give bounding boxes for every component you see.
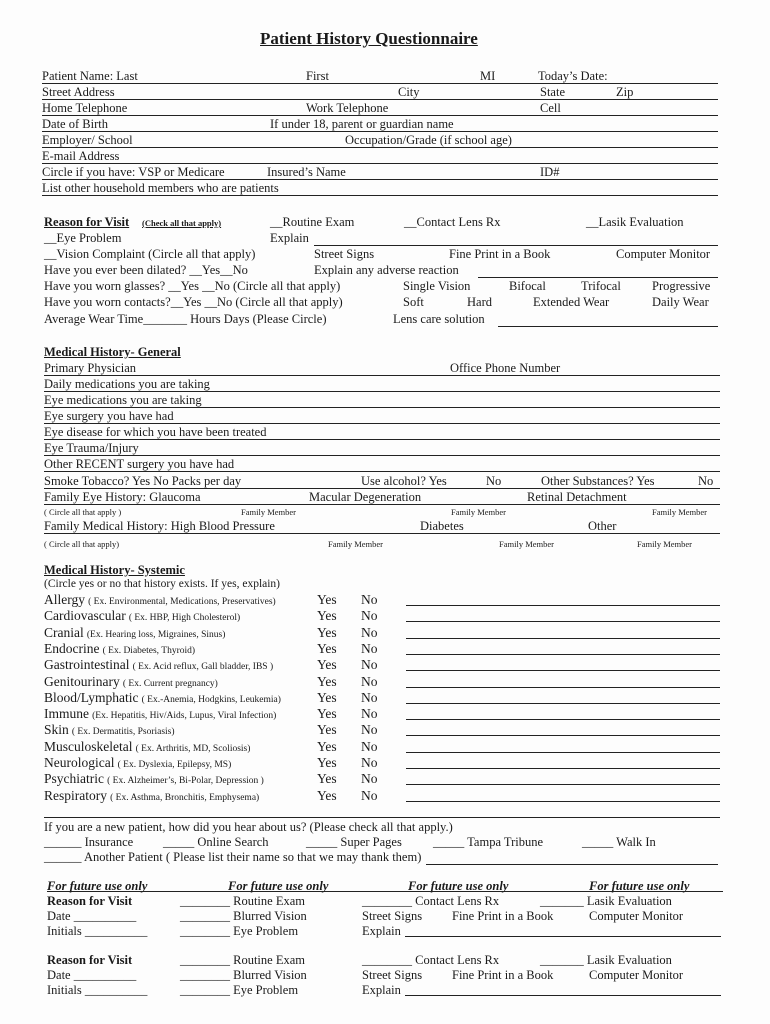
future-eye-problem-1[interactable]: Eye Problem: [233, 924, 299, 938]
eye-problem-option[interactable]: Eye Problem: [56, 231, 122, 245]
condition-no[interactable]: No: [361, 674, 378, 689]
eye-meds-label: Eye medications you are taking: [44, 393, 202, 407]
condition-name: Cranial: [44, 625, 84, 640]
physician-line[interactable]: [44, 375, 720, 376]
condition-explain-line[interactable]: [406, 752, 720, 753]
condition-name: Skin: [44, 722, 69, 737]
condition-no[interactable]: No: [361, 657, 378, 672]
future-lasik-1[interactable]: Lasik Evaluation: [586, 894, 672, 908]
insurance-option[interactable]: Insurance: [84, 835, 134, 849]
daily-meds-line[interactable]: [44, 391, 720, 392]
condition-name: Respiratory: [44, 788, 107, 803]
condition-yes[interactable]: Yes: [317, 674, 337, 689]
condition-explain-line[interactable]: [406, 605, 720, 606]
fine-print-option[interactable]: Fine Print in a Book: [449, 247, 551, 261]
future-lasik-2[interactable]: Lasik Evaluation: [586, 953, 672, 967]
condition-explain-line[interactable]: [406, 719, 720, 720]
circle-apply-note: ( Circle all that apply ): [44, 507, 122, 517]
family-eye-label: Family Eye History: Glaucoma: [44, 490, 201, 504]
contact-lens-option[interactable]: Contact Lens Rx: [416, 215, 501, 229]
daily-meds-label: Daily medications you are taking: [44, 377, 210, 391]
condition-no[interactable]: No: [361, 608, 378, 623]
another-patient-line[interactable]: [426, 864, 718, 865]
future-initials-2: Initials: [47, 983, 82, 997]
zip-label: Zip: [616, 85, 634, 99]
bifocal-option[interactable]: Bifocal: [509, 279, 546, 293]
vision-complaint-option[interactable]: Vision Complaint (Circle all that apply): [56, 247, 256, 261]
circle-apply-note-2: ( Circle all that apply): [44, 539, 120, 549]
state-label: State: [540, 85, 565, 99]
last-name-label: Patient Name: Last: [42, 69, 138, 83]
substances-question: Other Substances? Yes: [541, 474, 655, 488]
future-date-2: Date: [47, 968, 71, 982]
lens-care-label: Lens care solution: [393, 312, 485, 326]
future-routine-2[interactable]: Routine Exam: [233, 953, 305, 967]
condition-explain-line[interactable]: [406, 784, 720, 785]
lasik-option[interactable]: Lasik Evaluation: [598, 215, 684, 229]
medical-general-heading: Medical History- General: [44, 345, 181, 359]
street-signs-option[interactable]: Street Signs: [314, 247, 375, 261]
lens-care-line[interactable]: [498, 326, 718, 327]
condition-examples: ( Ex. Dyslexia, Epilepsy, MS): [117, 760, 232, 770]
macular-option[interactable]: Macular Degeneration: [309, 490, 422, 504]
future-explain-line-1[interactable]: [405, 936, 721, 937]
condition-no[interactable]: No: [361, 690, 378, 705]
todays-date-label: Today’s Date:: [538, 69, 608, 83]
future-routine-1[interactable]: Routine Exam: [233, 894, 305, 908]
condition-examples: ( Ex. Current pregnancy): [122, 679, 218, 689]
condition-examples: ( Ex. Arthritis, MD, Scoliosis): [135, 744, 251, 754]
condition-no[interactable]: No: [361, 722, 378, 737]
family-member-label-2: Family Member: [451, 507, 507, 517]
condition-explain-line[interactable]: [406, 638, 720, 639]
substances-no[interactable]: No: [698, 474, 714, 488]
alcohol-no[interactable]: No: [486, 474, 502, 488]
insurance-line[interactable]: [42, 179, 718, 180]
family-member-label-1: Family Member: [241, 507, 297, 517]
id-label: ID#: [540, 165, 560, 179]
eye-meds-line[interactable]: [44, 407, 720, 408]
condition-examples: ( Ex. Asthma, Bronchitis, Emphysema): [110, 793, 260, 803]
eye-surgery-label: Eye surgery you have had: [44, 409, 174, 423]
future-blurred-2[interactable]: Blurred Vision: [233, 968, 307, 982]
future-street-2[interactable]: Street Signs: [362, 968, 423, 982]
name-line[interactable]: [42, 83, 718, 84]
future-explain-line-2[interactable]: [405, 995, 721, 996]
future-explain-1: Explain: [362, 924, 401, 938]
dob-line[interactable]: [42, 131, 718, 132]
systemic-heading: Medical History- Systemic: [44, 563, 185, 577]
condition-name: Immune: [44, 706, 89, 721]
future-eye-problem-2[interactable]: Eye Problem: [233, 983, 299, 997]
family-member-label-4: Family Member: [328, 539, 384, 549]
condition-yes[interactable]: Yes: [317, 592, 337, 607]
condition-no[interactable]: No: [361, 739, 378, 754]
condition-no[interactable]: No: [361, 771, 378, 786]
reason-heading: Reason for Visit: [44, 215, 130, 229]
future-initials-1: Initials: [47, 924, 82, 938]
cell-label: Cell: [540, 101, 561, 115]
eye-surgery-line[interactable]: [44, 423, 720, 424]
guardian-label: If under 18, parent or guardian name: [270, 117, 454, 131]
future-street-1[interactable]: Street Signs: [362, 909, 423, 923]
single-vision-option[interactable]: Single Vision: [403, 279, 471, 293]
condition-explain-line[interactable]: [406, 687, 720, 688]
eye-disease-label: Eye disease for which you have been treated: [44, 425, 267, 439]
future-contact-2[interactable]: Contact Lens Rx: [415, 953, 500, 967]
condition-explain-line[interactable]: [406, 801, 720, 802]
adverse-label: Explain any adverse reaction: [314, 263, 459, 277]
explain-line[interactable]: [314, 245, 718, 246]
condition-examples: ( Ex. Acid reflux, Gall bladder, IBS ): [132, 662, 274, 672]
condition-name: Endocrine: [44, 641, 100, 656]
future-explain-2: Explain: [362, 983, 401, 997]
condition-name: Allergy: [44, 592, 85, 607]
condition-explain-line[interactable]: [406, 735, 720, 736]
smoke-question: Smoke Tobacco? Yes No Packs per day: [44, 474, 242, 488]
work-phone-label: Work Telephone: [306, 101, 389, 115]
household-line[interactable]: [42, 195, 718, 196]
page-title: Patient History Questionnaire: [260, 29, 478, 48]
physician-label: Primary Physician: [44, 361, 137, 375]
insurance-circle-label: Circle if you have: VSP or Medicare: [42, 165, 225, 179]
future-head-2: For future use only: [228, 879, 329, 893]
insured-name-label: Insured’s Name: [267, 165, 346, 179]
condition-name: Cardiovascular: [44, 608, 126, 623]
progressive-option[interactable]: Progressive: [652, 279, 711, 293]
future-date-1: Date: [47, 909, 71, 923]
family-member-label-3: Family Member: [652, 507, 708, 517]
extended-wear-option[interactable]: Extended Wear: [533, 295, 610, 309]
condition-explain-line[interactable]: [406, 654, 720, 655]
daily-wear-option[interactable]: Daily Wear: [652, 295, 709, 309]
another-patient-option[interactable]: Another Patient ( Please list their name so that we may thank them): [83, 850, 422, 864]
condition-examples: ( Ex.-Anemia, Hodgkins, Leukemia): [141, 695, 281, 705]
home-phone-label: Home Telephone: [42, 101, 128, 115]
future-contact-1[interactable]: Contact Lens Rx: [415, 894, 500, 908]
routine-exam-option[interactable]: Routine Exam: [282, 215, 355, 229]
condition-yes[interactable]: Yes: [317, 690, 337, 705]
condition-no[interactable]: No: [361, 641, 378, 656]
other-option[interactable]: Other: [588, 519, 617, 533]
condition-no[interactable]: No: [361, 788, 378, 803]
condition-yes[interactable]: Yes: [317, 771, 337, 786]
smoke-line[interactable]: [44, 488, 720, 489]
future-fine-1[interactable]: Fine Print in a Book: [452, 909, 554, 923]
adverse-line[interactable]: [478, 277, 718, 278]
condition-examples: (Ex. Hearing loss, Migraines, Sinus): [86, 630, 226, 640]
future-head-1: For future use only: [47, 879, 148, 893]
tampa-tribune-option[interactable]: Tampa Tribune: [467, 835, 544, 849]
family-medical-label: Family Medical History: High Blood Pressure: [44, 519, 275, 533]
condition-no[interactable]: No: [361, 625, 378, 640]
email-label: E-mail Address: [42, 149, 120, 163]
future-fine-2[interactable]: Fine Print in a Book: [452, 968, 554, 982]
condition-name: Gastrointestinal: [44, 657, 130, 672]
recent-surgery-label: Other RECENT surgery you have had: [44, 457, 235, 471]
future-blurred-1[interactable]: Blurred Vision: [233, 909, 307, 923]
online-search-option[interactable]: Online Search: [197, 835, 269, 849]
future-reason-1: Reason for Visit: [47, 894, 133, 908]
phone-line[interactable]: [42, 115, 718, 116]
condition-yes[interactable]: Yes: [317, 625, 337, 640]
email-line[interactable]: [42, 163, 718, 164]
condition-explain-line[interactable]: [406, 703, 720, 704]
future-head-4: For future use only: [589, 879, 690, 893]
family-eye-line[interactable]: [44, 504, 720, 505]
condition-examples: ( Ex. Environmental, Medications, Preservatives): [88, 597, 276, 607]
soft-option[interactable]: Soft: [403, 295, 424, 309]
computer-monitor-option[interactable]: Computer Monitor: [616, 247, 711, 261]
first-name-label: First: [306, 69, 329, 83]
condition-examples: (Ex. Hepatitis, Hiv/Aids, Lupus, Viral Infection): [92, 711, 277, 721]
referral-divider: [44, 817, 720, 818]
family-member-label-6: Family Member: [637, 539, 693, 549]
recent-surgery-line[interactable]: [44, 471, 720, 472]
systemic-instruction: (Circle yes or no that history exists. If yes, explain): [44, 578, 281, 590]
condition-yes[interactable]: Yes: [317, 641, 337, 656]
hard-option[interactable]: Hard: [467, 295, 492, 309]
city-label: City: [398, 85, 420, 99]
condition-examples: ( Ex. Dermatitis, Psoriasis): [71, 727, 175, 737]
dilated-question: Have you ever been dilated? __Yes__No: [44, 263, 248, 277]
wear-time-label: Average Wear Time_______ Hours Days (Please Circle): [44, 312, 327, 326]
employer-label: Employer/ School: [42, 133, 133, 147]
household-label: List other household members who are patients: [42, 181, 279, 195]
walk-in-option[interactable]: Walk In: [616, 835, 656, 849]
condition-yes[interactable]: Yes: [317, 657, 337, 672]
condition-yes[interactable]: Yes: [317, 608, 337, 623]
condition-explain-line[interactable]: [406, 768, 720, 769]
glasses-question: Have you worn glasses? __Yes __No (Circle all that apply): [44, 279, 341, 293]
condition-name: Blood/Lymphatic: [44, 690, 139, 705]
condition-yes[interactable]: Yes: [317, 722, 337, 737]
dob-label: Date of Birth: [42, 117, 108, 131]
mi-label: MI: [480, 69, 496, 83]
family-member-label-5: Family Member: [499, 539, 555, 549]
street-label: Street Address: [42, 85, 115, 99]
explain-label: Explain: [270, 231, 309, 245]
condition-yes[interactable]: Yes: [317, 706, 337, 721]
condition-name: Genitourinary: [44, 674, 120, 689]
occupation-label: Occupation/Grade (if school age): [345, 133, 512, 147]
condition-yes[interactable]: Yes: [317, 755, 337, 770]
condition-explain-line[interactable]: [406, 670, 720, 671]
condition-explain-line[interactable]: [406, 621, 720, 622]
office-phone-label: Office Phone Number: [450, 361, 561, 375]
future-head-3: For future use only: [408, 879, 509, 893]
eye-trauma-label: Eye Trauma/Injury: [44, 441, 139, 455]
retinal-option[interactable]: Retinal Detachment: [527, 490, 627, 504]
employer-line[interactable]: [42, 147, 718, 148]
contacts-question: Have you worn contacts?__Yes __No (Circle all that apply): [44, 295, 343, 309]
trifocal-option[interactable]: Trifocal: [581, 279, 621, 293]
eye-trauma-line[interactable]: [44, 455, 720, 456]
condition-yes[interactable]: Yes: [317, 788, 337, 803]
address-line[interactable]: [42, 99, 718, 100]
diabetes-option[interactable]: Diabetes: [420, 519, 464, 533]
condition-no[interactable]: No: [361, 755, 378, 770]
super-pages-option[interactable]: Super Pages: [340, 835, 402, 849]
condition-yes[interactable]: Yes: [317, 739, 337, 754]
condition-examples: ( Ex. Alzheimer’s, Bi-Polar, Depression ): [107, 776, 264, 786]
future-reason-2: Reason for Visit: [47, 953, 133, 967]
future-rule: [47, 891, 723, 892]
alcohol-question: Use alcohol? Yes: [361, 474, 447, 488]
future-computer-2[interactable]: Computer Monitor: [589, 968, 684, 982]
future-computer-1[interactable]: Computer Monitor: [589, 909, 684, 923]
family-medical-line[interactable]: [44, 533, 720, 534]
condition-no[interactable]: No: [361, 592, 378, 607]
condition-name: Neurological: [44, 755, 115, 770]
condition-examples: ( Ex. HBP, High Cholesterol): [128, 613, 241, 623]
referral-question: If you are a new patient, how did you hear about us? (Please check all that apply.): [44, 820, 453, 834]
eye-disease-line[interactable]: [44, 439, 720, 440]
condition-name: Musculoskeletal: [44, 739, 133, 754]
condition-examples: ( Ex. Diabetes, Thyroid): [102, 646, 196, 656]
condition-no[interactable]: No: [361, 706, 378, 721]
condition-name: Psychiatric: [44, 771, 104, 786]
reason-note: (Check all that apply): [142, 218, 222, 228]
